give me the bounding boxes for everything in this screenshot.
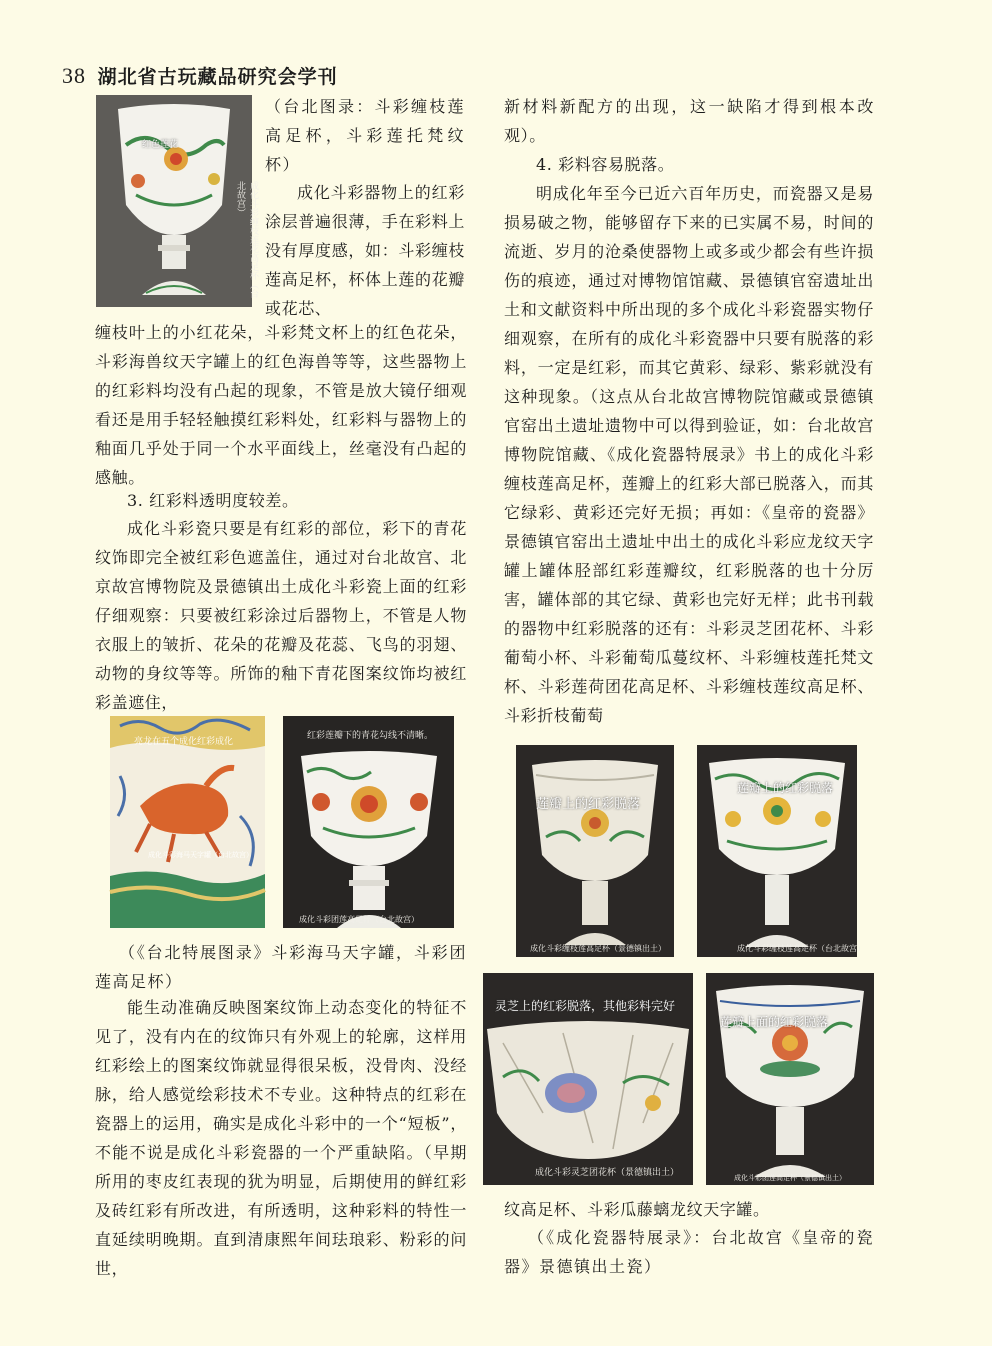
photo-overlay-text: 红色莲花 <box>142 140 179 150</box>
photo-overlay-text: 莲瓣上面的红彩脱落 <box>720 1015 829 1029</box>
section-heading-3: 3. 红彩料透明度较差。 <box>127 491 299 510</box>
photo-overlay-text: 灵芝上的红彩脱落，其他彩料完好 <box>495 999 676 1013</box>
cup-illustration <box>706 973 874 1185</box>
photo-seahorse-jar <box>110 716 265 928</box>
photo-lingzhi-cup <box>483 973 693 1185</box>
paragraph-end: 纹高足杯、斗彩瓜藤螭龙纹天字罐。 <box>504 1200 770 1219</box>
paragraph-continued: 新材料新配方的出现，这一缺陷才得到根本改观）。 <box>504 97 874 145</box>
stem-cup-illustration <box>96 95 252 307</box>
paragraph-1-full: 缠枝叶上的小红花朵，斗彩梵文杯上的红色花朵，斗彩海兽纹天字罐上的红色海兽等等，这些器物上的红彩料均没有凸起的现象，不管是放大镜仔细观看还是用手轻轻触摸红彩料处，红彩料与器物上的釉面几乎处于同一个水平面线上，丝毫没有凸起的感触。 <box>95 323 467 487</box>
lotus-cup-illustration <box>283 716 454 928</box>
page-number: 38 <box>62 63 86 88</box>
photo-bottom-label: 成化斗彩灵芝团花杯（景德镇出土） <box>535 1168 680 1178</box>
cup-illustration <box>516 745 674 957</box>
paragraph-1-wrapped: 成化斗彩器物上的红彩涂层普遍很薄，手在彩料上没有厚度感，如：斗彩缠枝莲高足杯，杯体上莲的花瓣或花芯、 <box>265 183 465 318</box>
photo-top-label: 亮龙在五个成化红彩成化 <box>134 737 234 747</box>
photo-stem-cup-taipei <box>96 95 258 307</box>
caption-middle: （《台北特展图录》斗彩海马天字罐，斗彩团莲高足杯） <box>95 943 467 991</box>
photo-lotus-stem-cup <box>283 716 454 928</box>
paragraph-3: 能生动准确反映图案纹饰上动态变化的特征不见了，没有内在的纹饰只有外观上的轮廓，这样用红彩绘上的图案纹饰就显得很呆板，没骨肉、没经脉，给人感觉绘彩技术不专业。这种特点的红彩在瓷器上的运用，确实是成化斗彩中的一个“短板”，不能不说是成化斗彩瓷器的一个严重缺陷。（早期所用的枣皮红表现的犹为明显，后期使用的鲜红彩及砖红彩有所改进，有所透明，这种彩料的特性一直延续明晚期。直到清康熙年间珐琅彩、粉彩的问世， <box>95 998 467 1278</box>
photo-caption-vertical: 成化斗彩缠枝莲花高足杯（台北故宫） <box>235 181 258 298</box>
photo-stem-cup-jingdezhen <box>516 745 674 957</box>
photo-bottom-label: 成化斗彩团莲高足杯（台北故宫） <box>299 915 419 924</box>
photo-bottom-label: 成化斗彩团莲高足杯（景德镇出土） <box>734 1174 846 1182</box>
photo-stem-cup-taipei-2 <box>697 745 865 957</box>
paragraph-2: 成化斗彩瓷只要是有红彩的部位，彩下的青花纹饰即完全被红彩色遮盖住，通过对台北故宫、北京故宫博物院及景德镇出土成化斗彩瓷上面的红彩仔细观察：只要被红彩涂过后器物上，不管是人物衣服上的皱折、花朵的花瓣及花蕊、飞鸟的羽翅、动物的身纹等等。所饰的釉下青花图案纹饰均被红彩盖遮住， <box>95 519 467 712</box>
photo-overlay-text: 莲瓣上的红彩脱落 <box>536 797 641 812</box>
photo-bottom-label: 成化斗彩海马天字罐（台北故宫） <box>148 851 253 859</box>
paragraph-4: 明成化年至今已近六百年历史，而瓷器又是易损易破之物，能够留存下来的已实属不易，时间的流逝、岁月的沧桑使器物上或多或少都会有些许损伤的痕迹，通过对博物馆馆藏、景德镇官窑遗址出土和文献资料中所出现的多个成化斗彩瓷器实物仔细观察，在所有的成化斗彩瓷器中只要有脱落的彩料，一定是红彩，而其它黄彩、绿彩、紫彩就没有这种现象。（这点从台北故宫博物院馆藏或景德镇官窑出土遗址遗物中可以得到验证，如：台北故宫博物院馆藏、《成化瓷器特展录》书上的成化斗彩缠枝莲高足杯，莲瓣上的红彩大部已脱落入，而其它绿彩、黄彩还完好无损；再如：《皇帝的瓷器》景德镇官窑出土遗址中出土的成化斗彩应龙纹天字罐上罐体胫部红彩莲瓣纹，红彩脱落的也十分厉害，罐体部的其它绿、黄彩也完好无样；此书刊载的器物中红彩脱落的还有：斗彩灵芝团花杯、斗彩葡萄小杯、斗彩葡萄瓜蔓纹杯、斗彩缠枝莲托梵文杯、斗彩莲荷团花高足杯、斗彩缠枝莲纹高足杯、斗彩折枝葡萄 <box>504 184 874 725</box>
photo-lotus-cup-jingdezhen <box>706 973 874 1185</box>
section-heading-4: 4. 彩料容易脱落。 <box>536 155 675 174</box>
photo-overlay-text: 莲瓣上的红彩脱落 <box>737 781 834 795</box>
journal-title: 湖北省古玩藏品研究会学刊 <box>97 66 338 88</box>
photo-bottom-label: 成化斗彩缠枝莲高足杯（台北故宫） <box>737 944 865 953</box>
cup-illustration <box>697 745 857 957</box>
caption-bottom: （《成化瓷器特展录》：台北故宫《皇帝的瓷器》景德镇出土瓷） <box>504 1228 874 1276</box>
caption-top: （台北图录：斗彩缠枝莲高足杯，斗彩莲托梵纹杯） <box>265 97 465 174</box>
jar-illustration <box>110 716 265 928</box>
running-header <box>62 62 338 89</box>
photo-top-label: 红彩莲瓣下的青花勾线不清晰。 <box>307 731 434 741</box>
photo-bottom-label: 成化斗彩缠枝莲高足杯（景德镇出土） <box>530 944 666 953</box>
